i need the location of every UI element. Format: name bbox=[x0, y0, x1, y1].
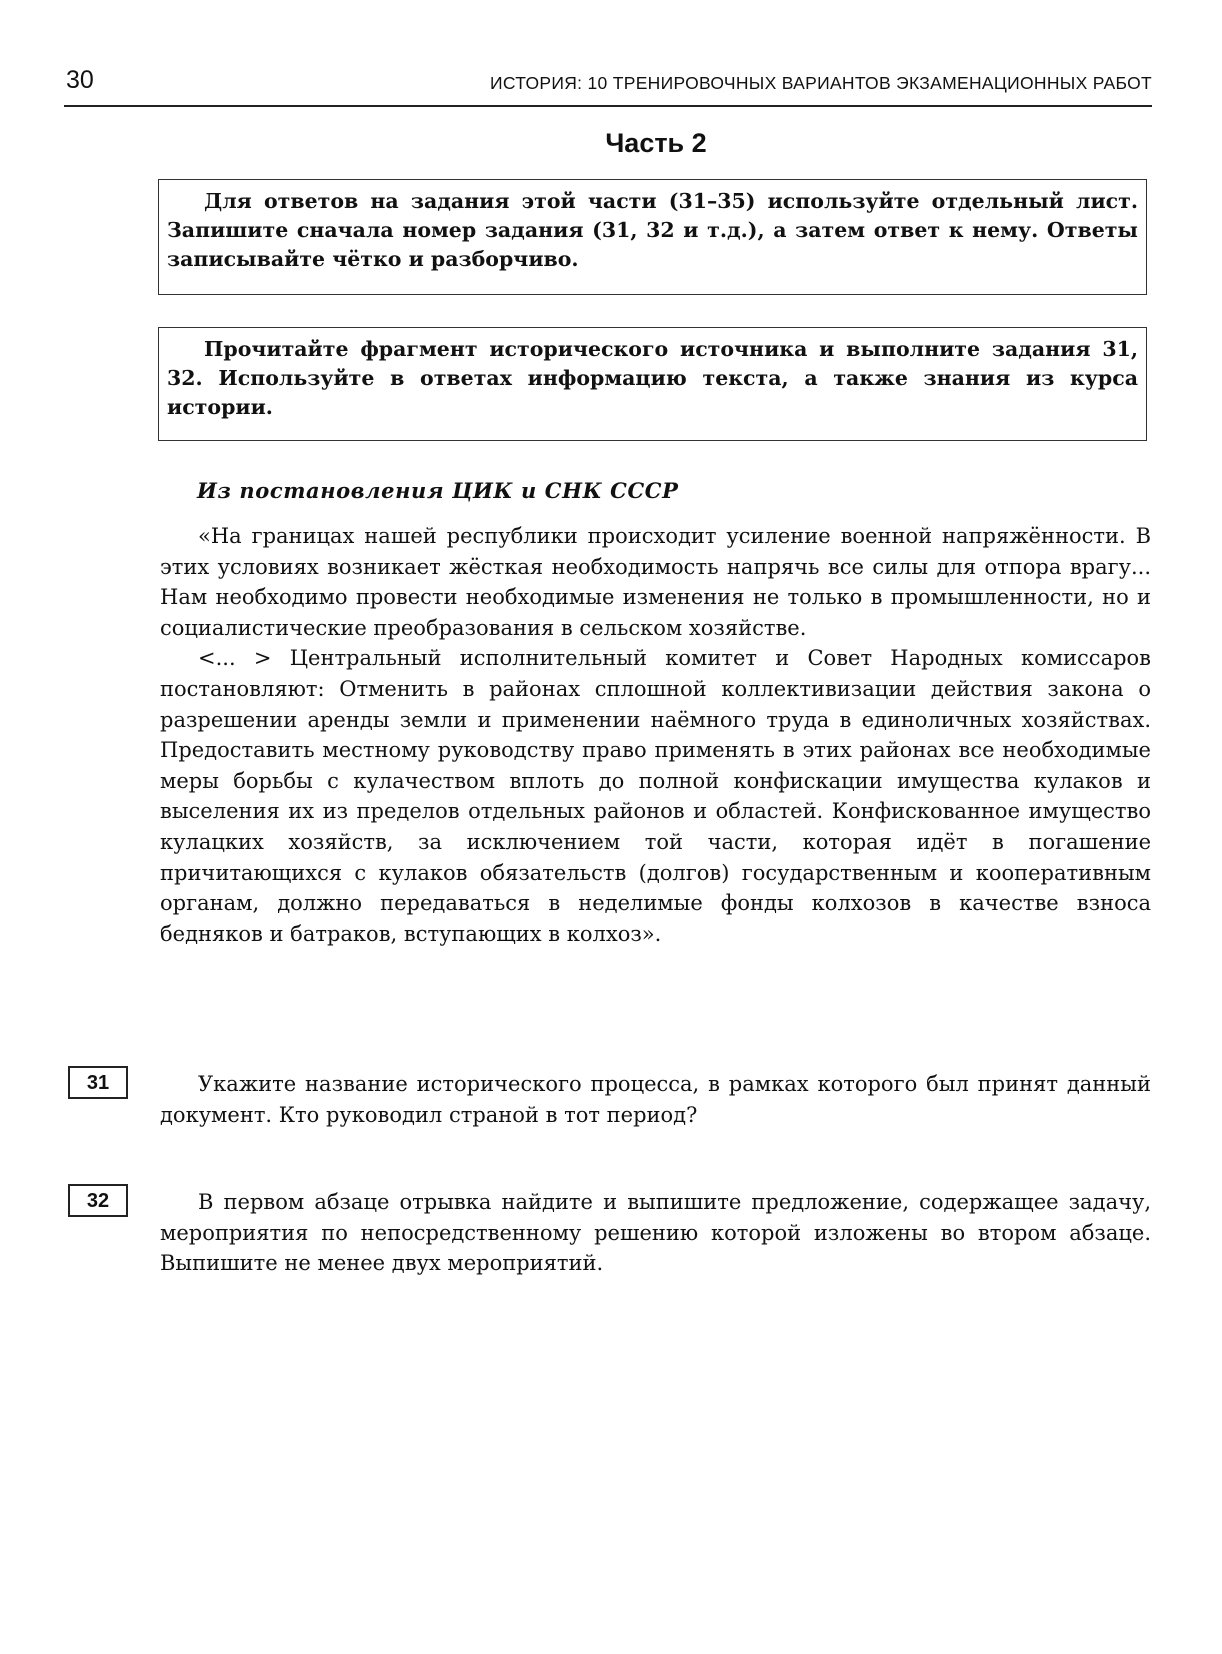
task-number-badge: 32 bbox=[68, 1184, 128, 1217]
source-text bbox=[160, 521, 1151, 949]
task-intro-box bbox=[158, 327, 1147, 441]
task-text: Укажите название исторического процесса, в рамках которого был принят данный документ. Кто руководил страной в тот период? bbox=[160, 1072, 1151, 1127]
running-title: ИСТОРИЯ: 10 ТРЕНИРОВОЧНЫХ ВАРИАНТОВ ЭКЗАМЕНАЦИОННЫХ РАБОТ bbox=[490, 73, 1152, 93]
header-divider bbox=[64, 105, 1152, 107]
source-paragraph-1: «На границах нашей республики происходит усиление военной напряжённости. В этих условиях возникает жёсткая необходимость напрячь все силы для отпора врагу... Нам необходимо провести необходимые изменения не только в промышленности, но и социалистические преобразования в сельском хозяйстве. bbox=[160, 524, 1151, 640]
task-text: В первом абзаце отрывка найдите и выпишите предложение, содержащее задачу, мероприятия по непосредственному решению которой изложены во втором абзаце. Выпишите не менее двух мероприятий. bbox=[160, 1190, 1151, 1276]
instruction-text: Для ответов на задания этой части (31–35) используйте отдельный лист. Запишите сначала номер задания (31, 32 и т.д.), а затем ответ к нему. Ответы записывайте чётко и разборчиво. bbox=[167, 189, 1138, 271]
source-title: Из постановления ЦИК и СНК СССР bbox=[197, 478, 679, 503]
task-number-badge: 31 bbox=[68, 1066, 128, 1099]
page-number: 30 bbox=[66, 66, 94, 94]
instruction-box bbox=[158, 179, 1147, 295]
source-paragraph-2: <... > Центральный исполнительный комитет и Совет Народных комиссаров постановляют: Отменить в районах сплошной коллективизации действия закона о разрешении аренды земли и применении наёмного труда в единоличных хозяйствах. Предоставить местному руководству право применять в этих районах все необходимые меры борьбы с кулачеством вплоть до полной конфискации имущества кулаков и выселения их из пределов отдельных районов и областей. Конфискованное имущество кулацких хозяйств, за исключением той части, которая идёт в погашение причитающихся с кулаков обязательств (долгов) государственным и кооперативным органам, должно передаваться в неделимые фонды колхозов в качестве взноса бедняков и батраков, вступающих в колхоз». bbox=[160, 646, 1151, 946]
part-title: Часть 2 bbox=[605, 128, 707, 158]
task-intro-text: Прочитайте фрагмент исторического источника и выполните задания 31, 32. Используйте в ответах информацию текста, а также знания из курса истории. bbox=[167, 337, 1138, 419]
